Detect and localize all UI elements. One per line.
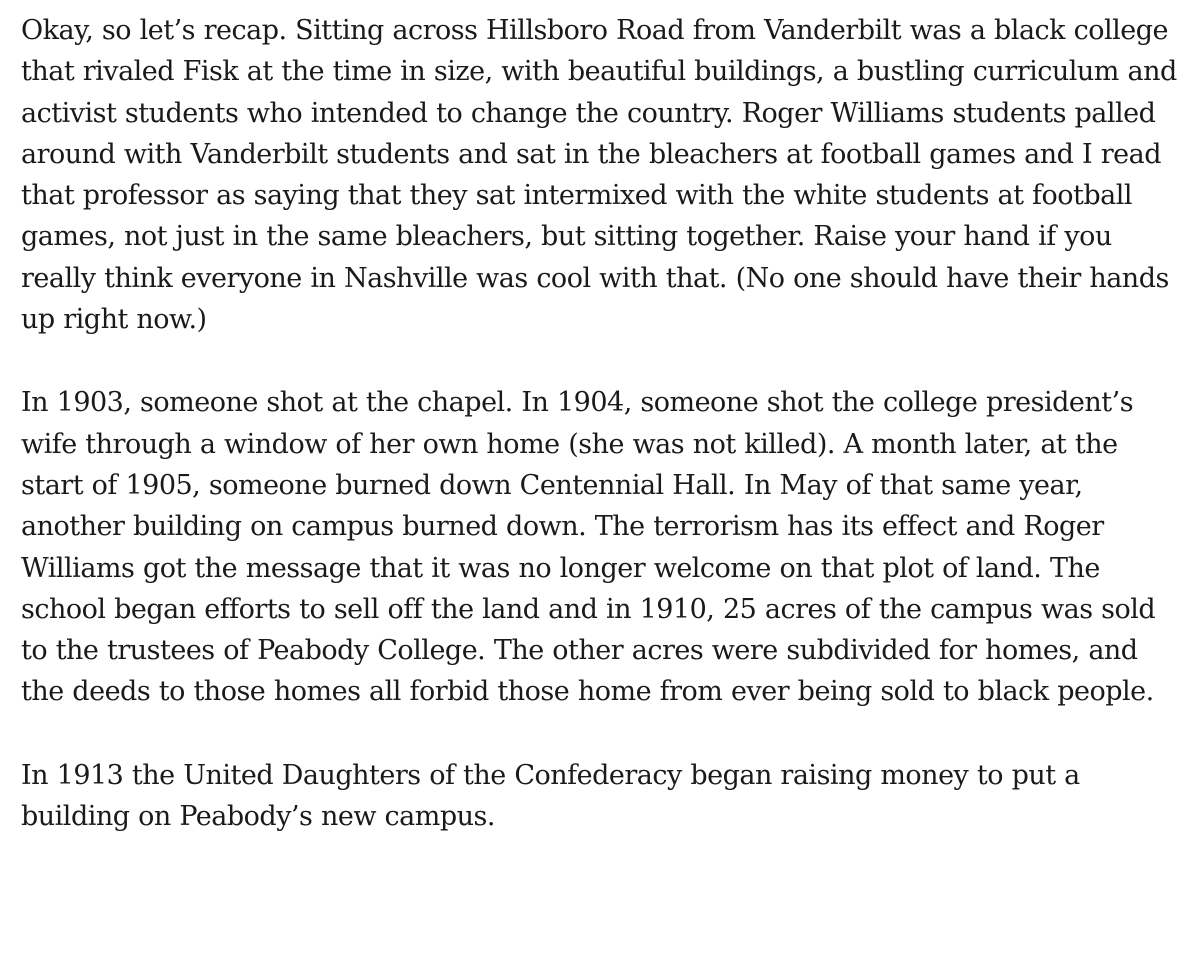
paragraph-confederacy: In 1913 the United Daughters of the Confederacy began raising money to put a building on Peabody’s new campus. (21, 759, 1080, 833)
paragraph-recap: Okay, so let’s recap. Sitting across Hillsboro Road from Vanderbilt was a black college that rivaled Fisk at the time in size, with beautiful buildings, a bustling curriculum and activist students who intended to change the country. Roger Williams students palled around with Vanderbilt students and sat in the bleachers at football games and I read that professor as saying that they sat intermixed with the white students at football games, not just in the same bleachers, but sitting together. Raise your hand if you really think everyone in Nashville was cool with that. (No one should have their hands up right now.) (21, 15, 1177, 336)
paragraph-terrorism: In 1903, someone shot at the chapel. In 1904, someone shot the college president’s wife through a window of her own home (she was not killed). A month later, at the start of 1905, someone burned down Centennial Hall. In May of that same year, another building on campus burned down. The terrorism has its effect and Roger Williams got the message that it was no longer welcome on that plot of land. The school began efforts to sell off the land and in 1910, 25 acres of the campus was sold to the trustees of Peabody College. The other acres were subdivided for homes, and the deeds to those homes all forbid those home from ever being sold to black people. (21, 387, 1156, 708)
